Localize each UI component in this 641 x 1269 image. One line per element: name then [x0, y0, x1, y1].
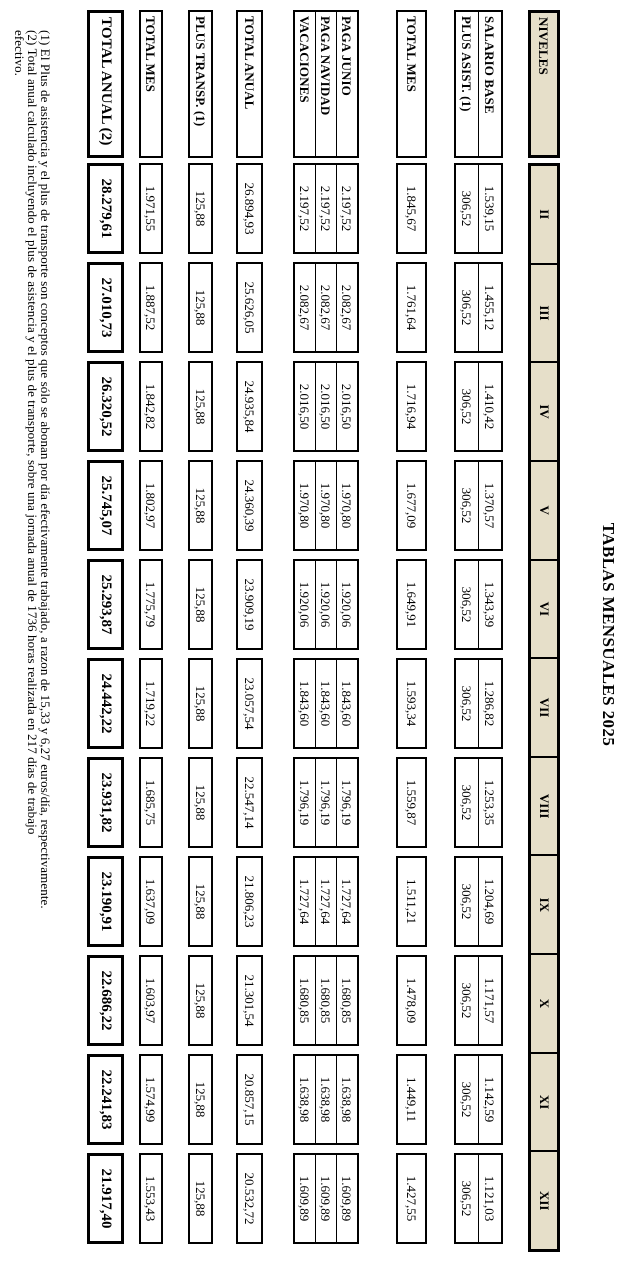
table-group [454, 10, 503, 1252]
value-column-box [454, 1054, 503, 1145]
value-column-box [236, 559, 263, 650]
value-column-box [293, 1153, 359, 1244]
value-cell: 125,88 [193, 982, 208, 1019]
value-column-box [87, 460, 124, 551]
value-cell: 27.010,73 [98, 277, 114, 338]
row-label: TOTAL MES [404, 16, 419, 92]
value-cell: 1.574,99 [143, 1076, 159, 1123]
value-cell: 1.796,19 [316, 759, 337, 846]
value-cell: 1.680,85 [295, 957, 316, 1044]
value-cell: 1.609,89 [339, 1175, 355, 1222]
value-cell: 2.016,50 [295, 363, 316, 450]
value-column-box [396, 262, 427, 353]
value-cell: 22.547,14 [242, 776, 257, 829]
value-column-box [188, 658, 213, 749]
value-cell: 2.197,52 [316, 165, 337, 252]
value-column-box [139, 460, 163, 551]
value-cell: 1.638,98 [295, 1056, 316, 1143]
value-column-box [293, 955, 359, 1046]
value-cell: 125,88 [193, 388, 208, 425]
value-column-box [396, 955, 427, 1046]
row-label: PLUS ASIST. (1) [456, 12, 479, 156]
value-cell: 20.857,15 [242, 1073, 257, 1126]
level-header-cell: VI [531, 559, 557, 658]
value-cell: 24.442,22 [98, 673, 114, 734]
value-cell: 306,52 [456, 759, 479, 846]
value-column-box [188, 262, 213, 353]
value-column-box [293, 658, 359, 749]
value-cell: 1.343,39 [482, 581, 498, 628]
value-cell: 1.970,80 [295, 462, 316, 549]
value-cell: 1.727,64 [316, 858, 337, 945]
value-cell: 1.593,34 [404, 680, 419, 727]
value-column-box [396, 163, 427, 254]
value-column-box [293, 262, 359, 353]
value-cell: 1.775,79 [143, 581, 159, 628]
value-column-box [188, 559, 213, 650]
value-column-box [139, 1054, 163, 1145]
row-label-box [87, 10, 124, 158]
header-label-box [528, 10, 560, 158]
level-header-cell: VII [531, 657, 557, 756]
value-column-box [87, 361, 124, 452]
table-header-row [528, 10, 560, 1252]
value-column-box [236, 460, 263, 551]
value-column-box [87, 559, 124, 650]
value-cell: 24.935,84 [242, 380, 257, 433]
value-cell: 1.553,43 [143, 1175, 159, 1222]
value-column-box [139, 757, 163, 848]
value-column-box [396, 757, 427, 848]
value-cell: 1.204,69 [482, 878, 498, 925]
value-column-box [188, 163, 213, 254]
row-label: VACACIONES [295, 12, 316, 156]
value-cell: 1.455,12 [482, 284, 498, 331]
value-column-box [396, 658, 427, 749]
value-cell: 125,88 [193, 685, 208, 722]
value-cell: 2.016,50 [339, 383, 355, 430]
value-cell: 1.685,75 [143, 779, 159, 826]
table-group [236, 10, 263, 1252]
value-cell: 1.609,89 [316, 1155, 337, 1242]
value-column-box [236, 163, 263, 254]
value-cell: 1.727,64 [339, 878, 355, 925]
value-cell: 125,88 [193, 190, 208, 227]
row-label: PAGA JUNIO [339, 16, 355, 96]
value-cell: 1.511,21 [404, 878, 419, 925]
value-cell: 21.806,23 [242, 875, 257, 928]
row-label: TOTAL ANUAL [242, 16, 257, 110]
value-column-box [293, 460, 359, 551]
level-header-cell: XI [531, 1052, 557, 1151]
value-column-box [454, 856, 503, 947]
value-cell: 1.796,19 [339, 779, 355, 826]
value-column-box [454, 757, 503, 848]
value-cell: 26.320,52 [98, 376, 114, 437]
header-label-cell: NIVELES [536, 17, 552, 75]
value-column-box [139, 1153, 163, 1244]
value-column-box [188, 1153, 213, 1244]
footnote-line-2: (2) Total anual calculado incluyendo el plus de asistencia y el plus de transporte, sobre una jornada anual de 1736 horas realizada en 217 días de trabajo [25, 30, 40, 835]
value-column-box [454, 163, 503, 254]
value-column-box [454, 460, 503, 551]
value-column-box [87, 1054, 124, 1145]
value-column-box [139, 262, 163, 353]
value-column-box [236, 658, 263, 749]
value-cell: 1.845,67 [404, 185, 419, 232]
value-column-box [188, 361, 213, 452]
level-header-cell: IX [531, 854, 557, 953]
value-column-box [293, 559, 359, 650]
level-header-cell: V [531, 460, 557, 559]
value-cell: 1.539,15 [482, 185, 498, 232]
table-group [396, 10, 427, 1252]
row-label-box [188, 10, 213, 158]
value-cell: 1.478,09 [404, 977, 419, 1024]
value-column-box [236, 262, 263, 353]
value-cell: 23.909,19 [242, 578, 257, 631]
value-cell: 306,52 [456, 660, 479, 747]
value-cell: 1.761,64 [404, 284, 419, 331]
value-column-box [87, 163, 124, 254]
value-cell: 306,52 [456, 462, 479, 549]
value-cell: 1.142,59 [482, 1076, 498, 1123]
value-cell: 2.082,67 [316, 264, 337, 351]
value-column-box [87, 955, 124, 1046]
value-cell: 306,52 [456, 1056, 479, 1143]
value-cell: 1.796,19 [295, 759, 316, 846]
page-title: TABLAS MENSUALES 2025 [599, 522, 618, 747]
value-column-box [454, 955, 503, 1046]
row-label: SALARIO BASE [482, 16, 498, 114]
value-cell: 1.842,82 [143, 383, 159, 430]
value-column-box [236, 757, 263, 848]
value-cell: 2.197,52 [339, 185, 355, 232]
value-cell: 306,52 [456, 957, 479, 1044]
value-column-box [87, 658, 124, 749]
row-label: TOTAL MES [143, 16, 159, 92]
value-cell: 1.638,98 [339, 1076, 355, 1123]
value-cell: 2.082,67 [339, 284, 355, 331]
value-cell: 1.649,91 [404, 581, 419, 628]
value-cell: 24.360,39 [242, 479, 257, 532]
value-cell: 1.253,35 [482, 779, 498, 826]
value-column-box [454, 262, 503, 353]
value-cell: 22.241,83 [98, 1069, 114, 1130]
level-header-cell: XII [531, 1150, 557, 1249]
level-header-cell: X [531, 953, 557, 1052]
value-cell: 1.121,03 [482, 1175, 498, 1222]
level-header-cell: VIII [531, 756, 557, 855]
value-cell: 21.301,54 [242, 974, 257, 1027]
value-cell: 1.677,09 [404, 482, 419, 529]
value-cell: 1.843,60 [339, 680, 355, 727]
value-column-box [396, 1153, 427, 1244]
value-cell: 26.894,93 [242, 182, 257, 235]
value-cell: 125,88 [193, 883, 208, 920]
value-column-box [454, 1153, 503, 1244]
value-cell: 1.920,06 [339, 581, 355, 628]
value-cell: 1.970,80 [339, 482, 355, 529]
value-column-box [236, 1054, 263, 1145]
level-header-cell: III [531, 263, 557, 362]
value-column-box [87, 856, 124, 947]
value-column-box [396, 559, 427, 650]
value-column-box [139, 163, 163, 254]
value-column-box [293, 1054, 359, 1145]
value-column-box [396, 856, 427, 947]
value-cell: 1.802,97 [143, 482, 159, 529]
value-column-box [87, 757, 124, 848]
value-cell: 1.920,06 [316, 561, 337, 648]
row-label: TOTAL ANUAL (2) [98, 17, 114, 146]
level-header-cell: II [537, 209, 552, 220]
value-cell: 1.727,64 [295, 858, 316, 945]
value-cell: 20.532,72 [242, 1172, 257, 1225]
value-cell: 1.603,97 [143, 977, 159, 1024]
value-column-box [293, 757, 359, 848]
value-cell: 1.887,52 [143, 284, 159, 331]
value-cell: 23.190,91 [98, 871, 114, 932]
value-cell: 125,88 [193, 586, 208, 623]
value-column-box [139, 955, 163, 1046]
table-group [293, 10, 359, 1252]
value-cell: 1.971,55 [143, 185, 159, 232]
footnote-line-3: efectivo. [12, 30, 27, 77]
value-cell: 125,88 [193, 784, 208, 821]
value-column-box [293, 163, 359, 254]
value-cell: 125,88 [193, 1180, 208, 1217]
value-cell: 1.638,98 [316, 1056, 337, 1143]
footnote-line-1: (1) El Plus de asistencia y el plus de transporte son conceptos que sólo se abonan por día efectivamente trabajado, a razon de 15,33 y 6,27 euros/día, respectivamente. [38, 30, 53, 909]
value-column-box [188, 856, 213, 947]
value-column-box [236, 955, 263, 1046]
value-cell: 125,88 [193, 487, 208, 524]
level-header-cell: IV [531, 361, 557, 460]
value-cell: 2.197,52 [295, 165, 316, 252]
value-cell: 1.370,57 [482, 482, 498, 529]
row-label-box [293, 10, 359, 158]
value-column-box [139, 658, 163, 749]
value-column-box [236, 361, 263, 452]
value-cell: 1.920,06 [295, 561, 316, 648]
value-column-box [87, 262, 124, 353]
value-column-box [454, 559, 503, 650]
value-column-box [396, 460, 427, 551]
value-cell: 25.293,87 [98, 574, 114, 635]
value-cell: 25.745,07 [98, 475, 114, 536]
row-label-box [454, 10, 503, 158]
value-cell: 306,52 [456, 858, 479, 945]
value-cell: 1.719,22 [143, 680, 159, 727]
value-column-box [396, 1054, 427, 1145]
row-label: PLUS TRANSP. (1) [193, 16, 208, 127]
value-cell: 125,88 [193, 289, 208, 326]
value-cell: 306,52 [456, 264, 479, 351]
value-cell: 22.686,22 [98, 970, 114, 1031]
value-cell: 1.559,87 [404, 779, 419, 826]
value-cell: 306,52 [456, 1155, 479, 1242]
value-cell: 1.680,85 [316, 957, 337, 1044]
table-group [87, 10, 124, 1252]
value-column-box [454, 361, 503, 452]
value-column-box [236, 856, 263, 947]
value-cell: 25.626,05 [242, 281, 257, 334]
value-cell: 125,88 [193, 1081, 208, 1118]
value-cell: 1.843,60 [316, 660, 337, 747]
value-column-box [87, 1153, 124, 1244]
value-column-box [139, 559, 163, 650]
value-column-box [188, 757, 213, 848]
value-column-box [293, 856, 359, 947]
level-header-box [528, 163, 560, 1252]
table-group [139, 10, 163, 1252]
value-column-box [396, 361, 427, 452]
value-cell: 2.016,50 [316, 363, 337, 450]
value-cell: 1.449,11 [404, 1076, 419, 1123]
value-cell: 23.931,82 [98, 772, 114, 833]
value-cell: 21.917,40 [98, 1168, 114, 1229]
value-cell: 1.427,55 [404, 1175, 419, 1222]
value-cell: 1.716,94 [404, 383, 419, 430]
value-cell: 306,52 [456, 561, 479, 648]
value-cell: 28.279,61 [98, 178, 114, 239]
value-cell: 1.843,60 [295, 660, 316, 747]
row-label-box [139, 10, 163, 158]
value-cell: 306,52 [456, 363, 479, 450]
value-column-box [139, 856, 163, 947]
value-column-box [188, 1054, 213, 1145]
value-cell: 1.410,42 [482, 383, 498, 430]
table-group [188, 10, 213, 1252]
row-label-box [396, 10, 427, 158]
value-cell: 306,52 [456, 165, 479, 252]
value-cell: 1.970,80 [316, 462, 337, 549]
value-cell: 1.609,89 [295, 1155, 316, 1242]
value-cell: 1.171,57 [482, 977, 498, 1024]
value-column-box [236, 1153, 263, 1244]
value-column-box [188, 460, 213, 551]
row-label-box [236, 10, 263, 158]
value-column-box [293, 361, 359, 452]
value-cell: 1.637,09 [143, 878, 159, 925]
row-label: PAGA NAVIDAD [316, 12, 337, 156]
value-cell: 23.057,54 [242, 677, 257, 730]
value-column-box [188, 955, 213, 1046]
value-column-box [139, 361, 163, 452]
value-cell: 1.286,82 [482, 680, 498, 727]
value-cell: 1.680,85 [339, 977, 355, 1024]
value-column-box [454, 658, 503, 749]
value-cell: 2.082,67 [295, 264, 316, 351]
